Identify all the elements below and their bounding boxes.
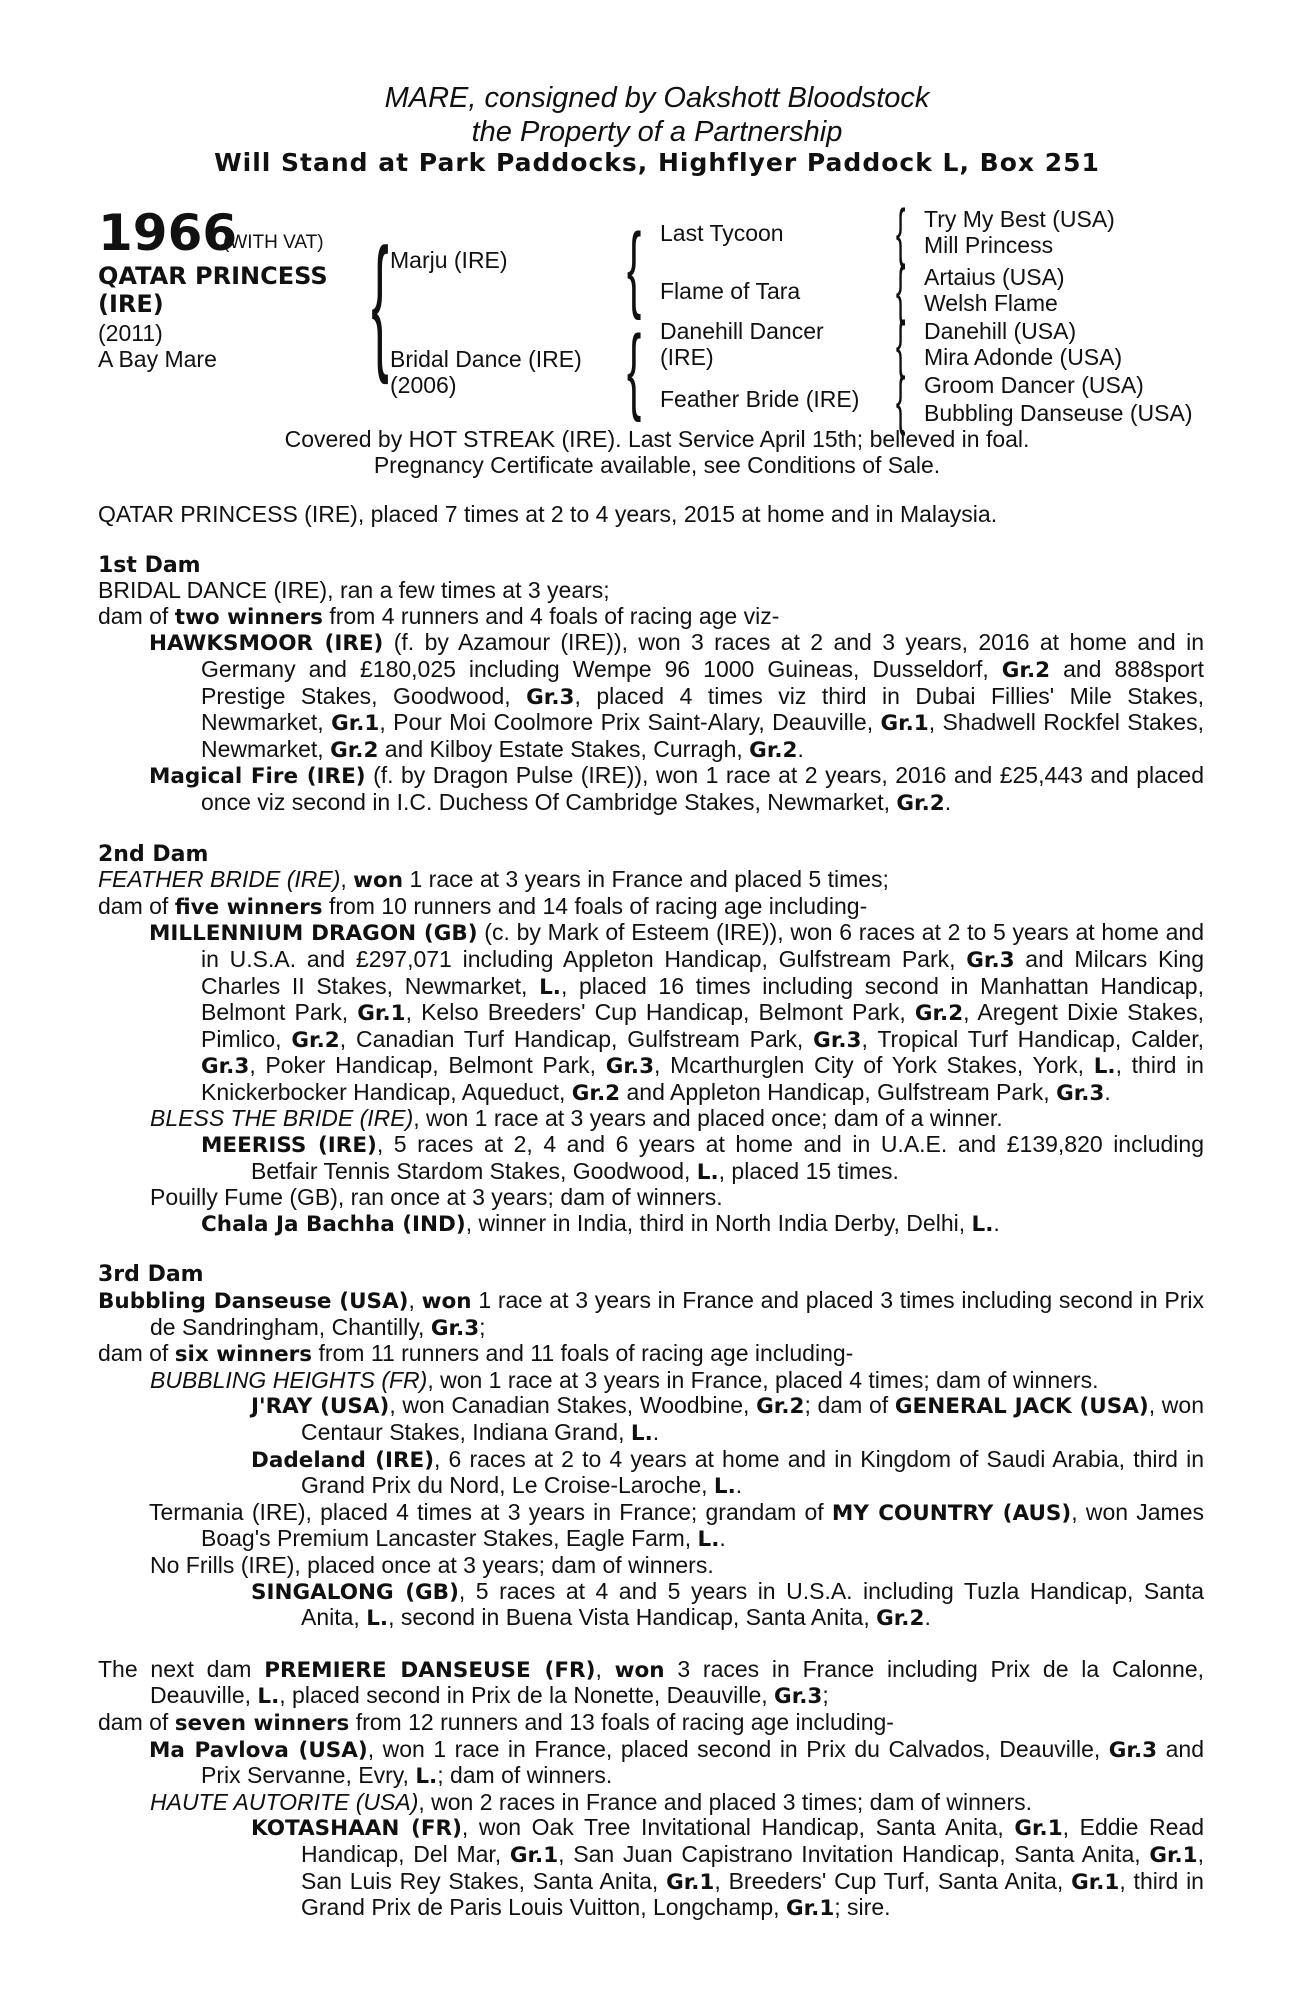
produce-haute-autorite: HAUTE AUTORITE (USA), won 2 races in France and placed 3 times; dam of winners.: [150, 1788, 1032, 1815]
pedigree-ddd: Bubbling Danseuse (USA): [924, 400, 1193, 426]
pedigree-ss: Last Tycoon: [660, 220, 784, 246]
produce-pouilly-fume: Pouilly Fume (GB), ran once at 3 years; dam of winners.: [150, 1184, 723, 1211]
produce-termania: Termania (IRE), placed 4 times at 3 years in France; grandam of MY COUNTRY (AUS), won James Boag's Premium Lancaster Stakes, Eagle Farm, L..: [149, 1498, 1205, 1553]
pedigree-sss: Try My Best (USA): [924, 206, 1115, 232]
first-dam-intro: BRIDAL DANCE (IRE), ran a few times at 3 years;: [98, 577, 610, 604]
ds-brace: {: [895, 308, 906, 380]
pregnancy-line: Pregnancy Certificate available, see Conditions of Sale.: [373, 452, 941, 478]
pedigree-dd: Feather Bride (IRE): [660, 386, 860, 412]
first-dam-produce-summary: dam of two winners from 4 runners and 4 foals of racing age viz-: [98, 602, 780, 630]
produce-dadeland: Dadeland (IRE), 6 races at 2 to 4 years at home and in Kingdom of Saudi Arabia, third in Grand Prix du Nord, Le Croise-Laroche, L..: [251, 1445, 1204, 1500]
next-dam-produce-summary: dam of seven winners from 12 runners and 13 foals of racing age including-: [98, 1708, 894, 1736]
pedigree-sdd: Welsh Flame: [924, 290, 1058, 316]
horse-description: A Bay Mare: [98, 346, 217, 372]
vat-note: (WITH VAT): [223, 232, 324, 253]
pedigree-dam-year: (2006): [390, 372, 457, 398]
horse-name: [98, 262, 328, 318]
catalogue-body: [98, 502, 1204, 1922]
pedigree-sd: Flame of Tara: [660, 278, 801, 304]
third-dam-produce-summary: dam of six winners from 11 runners and 11 foals of racing age including-: [98, 1340, 854, 1368]
produce-hawksmoor: HAWKSMOOR (IRE) (f. by Azamour (IRE)), won 3 races at 2 and 3 years, 2016 at home and in Germany and £180,025 including Wempe 96 1000 Guineas, Dusseldorf, Gr.2 and 888sport Prestige Stakes, Goodwood, Gr.3, placed 4 times viz third in Dubai Fillies' Mile Stakes, Newmarket, Gr.1, Pour Moi Coolmore Prix Saint-Alary, Deauville, Gr.1, Shadwell Rockfel Stakes, Newmarket, Gr.2 and Kilboy Estate Stakes, Curragh, Gr.2.: [149, 629, 1204, 763]
horse-year: (2011): [98, 320, 163, 346]
header-location: Will Stand at Park Paddocks, Highflyer Paddock L, Box 251: [214, 148, 1100, 177]
dam-brace: {: [626, 316, 642, 423]
pedigree-sds: Artaius (USA): [924, 264, 1065, 290]
pedigree-dds: Groom Dancer (USA): [924, 372, 1144, 398]
summary-line: QATAR PRINCESS (IRE), placed 7 times at 2 to 4 years, 2015 at home and in Malaysia.: [98, 501, 998, 527]
produce-millennium-dragon: MILLENNIUM DRAGON (GB) (c. by Mark of Esteem (IRE)), won 6 races at 2 to 5 years at home and in U.S.A. and £297,071 including Appleton Handicap, Gulfstream Park, Gr.3 and Milcars King Charles II Stakes, Newmarket, L., placed 16 times including second in Manhattan Handicap, Belmont Park, Gr.1, Kelso Breeders' Cup Handicap, Belmont Park, Gr.2, Aregent Dixie Stakes, Pimlico, Gr.2, Canadian Turf Handicap, Gulfstream Park, Gr.3, Tropical Turf Handicap, Calder, Gr.3, Poker Handicap, Belmont Park, Gr.3, Mcarthurglen City of York Stakes, York, L., third in Knickerbocker Handicap, Aqueduct, Gr.2 and Appleton Handicap, Gulfstream Park, Gr.3.: [149, 919, 1204, 1106]
header-property: the Property of a Partnership: [471, 116, 843, 148]
dd-brace: {: [895, 364, 906, 436]
pedigree-ds-line2: (IRE): [660, 344, 714, 370]
pedigree-ssd: Mill Princess: [924, 232, 1054, 258]
pedigree-sire: Marju (IRE): [390, 247, 508, 273]
next-dam-intro: The next dam PREMIERE DANSEUSE (FR), won 3 races in France including Prix de la Calonne, Deauville, L., placed second in Prix de la Nonette, Deauville, Gr.3;: [98, 1655, 1205, 1710]
first-dam-heading: 1st Dam: [98, 552, 201, 578]
produce-meeriss: MEERISS (IRE), 5 races at 2, 4 and 6 years at home and in U.A.E. and £139,820 including Betfair Tennis Stardom Stakes, Goodwood, L., placed 15 times.: [201, 1131, 1204, 1185]
produce-magical-fire: Magical Fire (IRE) (f. by Dragon Pulse (IRE)), won 1 race at 2 years, 2016 and £25,443 and placed once viz second in I.C. Duchess Of Cambridge Stakes, Newmarket, Gr.2.: [149, 762, 1204, 816]
produce-kotashaan: KOTASHAAN (FR), won Oak Tree Invitational Handicap, Santa Anita, Gr.1, Eddie Read Handicap, Del Mar, Gr.1, San Juan Capistrano Invitation Handicap, Santa Anita, Gr.1, San Luis Rey Stakes, Santa Anita, Gr.1, Breeders' Cup Turf, Santa Anita, Gr.1, third in Grand Prix de Paris Louis Vuitton, Longchamp, Gr.1; sire.: [251, 1814, 1205, 1922]
ss-brace: {: [895, 196, 906, 268]
produce-bless-the-bride: BLESS THE BRIDE (IRE), won 1 race at 3 years and placed once; dam of a winner.: [150, 1105, 1003, 1132]
second-dam-intro: FEATHER BRIDE (IRE), won 1 race at 3 years in France and placed 5 times;: [98, 866, 889, 894]
lot-number: 1966: [98, 204, 238, 262]
produce-chala-ja-bachha: Chala Ja Bachha (IND), winner in India, third in North India Derby, Delhi, L..: [201, 1209, 1000, 1237]
header-consignor: MARE, consigned by Oakshott Bloodstock: [384, 82, 930, 114]
produce-singalong: SINGALONG (GB), 5 races at 4 and 5 years in U.S.A. including Tuzla Handicap, Santa Anita, L., second in Buena Vista Handicap, Santa Anita, Gr.2.: [251, 1577, 1204, 1632]
covered-line: Covered by HOT STREAK (IRE). Last Service April 15th; believed in foal.: [284, 426, 1030, 452]
produce-jray: J'RAY (USA), won Canadian Stakes, Woodbine, Gr.2; dam of GENERAL JACK (USA), won Centaur Stakes, Indiana Grand, L..: [251, 1392, 1204, 1446]
pedigree-dsd: Mira Adonde (USA): [924, 344, 1123, 370]
pedigree-dss: Danehill (USA): [924, 318, 1077, 344]
horse-name-line1: QATAR PRINCESS: [98, 262, 328, 290]
sire-brace: {: [626, 214, 642, 321]
pedigree-brace: {: [371, 217, 389, 385]
pedigree-dam: Bridal Dance (IRE): [390, 346, 582, 372]
horse-name-line2: (IRE): [98, 290, 164, 318]
third-dam-intro: Bubbling Danseuse (USA), won 1 race at 3 years in France and placed 3 times including second in Prix de Sandringham, Chantilly, Gr.3;: [98, 1287, 1205, 1341]
second-dam-heading: 2nd Dam: [98, 841, 209, 867]
produce-no-frills: No Frills (IRE), placed once at 3 years; dam of winners.: [150, 1551, 714, 1578]
produce-ma-pavlova: Ma Pavlova (USA), won 1 race in France, placed second in Prix du Calvados, Deauville, Gr.3 and Prix Servanne, Evry, L.; dam of winners.: [149, 1735, 1204, 1790]
second-dam-produce-summary: dam of five winners from 10 runners and 14 foals of racing age including-: [98, 892, 868, 920]
pedigree-ds: Danehill Dancer: [660, 318, 824, 344]
third-dam-heading: 3rd Dam: [98, 1262, 204, 1288]
produce-bubbling-heights: BUBBLING HEIGHTS (FR), won 1 race at 3 years in France, placed 4 times; dam of winners.: [150, 1366, 1099, 1393]
sd-brace: {: [895, 254, 906, 326]
